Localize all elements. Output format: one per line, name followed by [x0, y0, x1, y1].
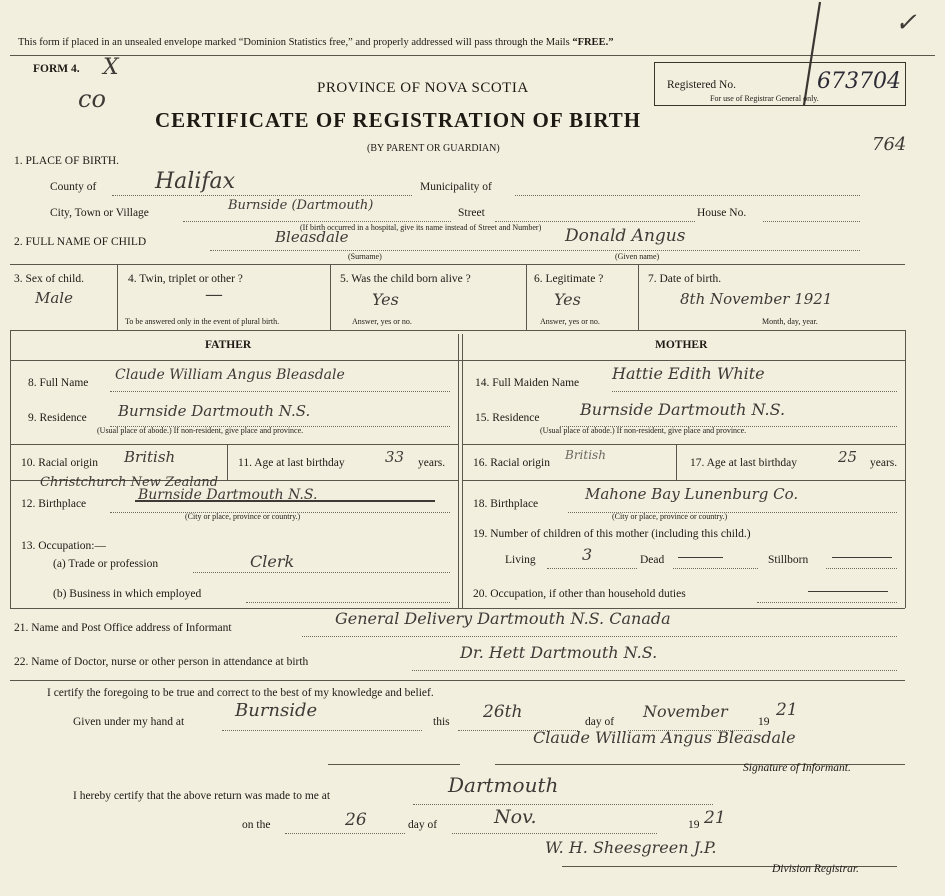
mother-occupation-label: 20. Occupation, if other than household duties — [473, 588, 686, 600]
certify-day-value: 26th — [483, 702, 523, 722]
mother-name-label: 14. Full Maiden Name — [475, 377, 580, 389]
hospital-note: (If birth occurred in a hospital, give its name instead of Street and Number) — [300, 223, 542, 232]
certify-year-value: 21 — [776, 700, 798, 720]
child-surname: Bleasdale — [275, 228, 349, 246]
living-value: 3 — [582, 545, 593, 564]
registrar-on-the: on the — [242, 819, 271, 831]
mother-birthplace-value: Mahone Bay Lunenburg Co. — [585, 485, 799, 503]
county-label: County of — [50, 181, 97, 193]
registrar-signature: W. H. Sheesgreen J.P. — [545, 838, 717, 857]
children-count-label: 19. Number of children of this mother (including this child.) — [473, 528, 751, 540]
certificate-title: CERTIFICATE OF REGISTRATION OF BIRTH — [155, 108, 642, 132]
informant-label: 21. Name and Post Office address of Informant — [14, 622, 232, 634]
given-at-value: Burnside — [235, 700, 318, 721]
trade-label: (a) Trade or profession — [53, 558, 159, 570]
father-residence-label: 9. Residence — [28, 412, 87, 424]
father-age-years: years. — [418, 457, 446, 469]
trade-value: Clerk — [250, 552, 295, 571]
certify-month-value: November — [643, 702, 728, 721]
father-birthplace-label: 12. Birthplace — [21, 498, 87, 510]
business-label: (b) Business in which employed — [53, 588, 202, 600]
father-racial-value: British — [124, 448, 176, 466]
registrar-year-prefix: 19 — [688, 819, 700, 831]
father-occupation-label: 13. Occupation:— — [21, 540, 106, 552]
divider — [328, 764, 460, 765]
mother-age-label: 17. Age at last birthday — [690, 457, 797, 469]
father-racial-label: 10. Racial origin — [21, 457, 98, 469]
father-name-label: 8. Full Name — [28, 377, 89, 389]
certify-day-label: day of — [585, 716, 615, 728]
registrar-year-value: 21 — [704, 808, 726, 828]
father-birthplace-value: Burnside Dartmouth N.S. — [138, 487, 318, 503]
father-residence-note: (Usual place of abode.) If non-resident, give place and province. — [97, 426, 304, 435]
father-name-value: Claude William Angus Bleasdale — [115, 367, 345, 383]
mother-racial-label: 16. Racial origin — [473, 457, 550, 469]
dead-label: Dead — [640, 554, 665, 566]
date-of-birth-note: Month, day, year. — [762, 317, 818, 326]
date-of-birth-value: 8th November 1921 — [680, 290, 833, 308]
sex-label: 3. Sex of child. — [14, 273, 84, 285]
province-heading: PROVINCE OF NOVA SCOTIA — [317, 80, 529, 96]
registrar-day-of: day of — [408, 819, 438, 831]
mail-notice — [18, 37, 613, 48]
surname-caption: (Surname) — [348, 252, 382, 261]
occupation-dash — [808, 591, 888, 592]
informant-signature: Claude William Angus Bleasdale — [533, 728, 796, 747]
father-age-label: 11. Age at last birthday — [238, 457, 345, 469]
given-at-label: Given under my hand at — [73, 716, 185, 728]
certify-statement: I certify the foregoing to be true and correct to the best of my knowledge and belief. — [47, 687, 434, 699]
father-residence-value: Burnside Dartmouth N.S. — [118, 402, 311, 420]
legitimate-value: Yes — [554, 290, 581, 309]
registrar-statement: I hereby certify that the above return was made to me at — [73, 790, 331, 802]
city-value: Burnside (Dartmouth) — [228, 198, 374, 213]
registrar-place-value: Dartmouth — [448, 773, 559, 797]
this-label: this — [433, 716, 450, 728]
registrar-signature-label: Division Registrar. — [772, 863, 859, 875]
mother-racial-value: British — [565, 448, 606, 462]
informant-value: General Delivery Dartmouth N.S. Canada — [335, 609, 671, 628]
registered-box — [654, 62, 906, 106]
city-label: City, Town or Village — [50, 207, 149, 219]
father-birthplace-note: (City or place, province or country.) — [185, 512, 301, 521]
legitimate-note: Answer, yes or no. — [540, 317, 600, 326]
twin-note: To be answered only in the event of plural birth. — [125, 317, 280, 326]
house-label: House No. — [697, 207, 747, 219]
certify-year-prefix: 19 — [758, 716, 770, 728]
mail-notice-free: “FREE.” — [572, 37, 614, 48]
doctor-label: 22. Name of Doctor, nurse or other person in attendance at birth — [14, 656, 309, 668]
father-age-value: 33 — [385, 448, 405, 466]
mother-residence-note: (Usual place of abode.) If non-resident, give place and province. — [540, 426, 747, 435]
registrar-day-value: 26 — [345, 810, 367, 830]
margin-note-x: X — [103, 55, 119, 80]
twin-label: 4. Twin, triplet or other ? — [128, 273, 243, 285]
registrar-use-note: For use of Registrar General only. — [710, 94, 819, 103]
street-label: Street — [458, 207, 485, 219]
mother-name-value: Hattie Edith White — [612, 364, 765, 383]
mother-age-value: 25 — [838, 448, 858, 466]
informant-signature-label: Signature of Informant. — [743, 762, 851, 774]
mail-notice-text: This form if placed in an unsealed envelope marked “Dominion Statistics free,” and properly addressed will pass through the Mails — [18, 37, 570, 48]
born-alive-label: 5. Was the child born alive ? — [340, 273, 471, 285]
father-birthplace-correction: Christchurch New Zealand — [40, 475, 219, 490]
mother-birthplace-label: 18. Birthplace — [473, 498, 539, 510]
twin-value: — — [205, 284, 223, 305]
municipality-label: Municipality of — [420, 181, 492, 193]
child-given-name: Donald Angus — [565, 226, 686, 246]
registered-number: 673704 — [817, 69, 901, 94]
mother-residence-label: 15. Residence — [475, 412, 540, 424]
form-number: FORM 4. — [33, 63, 80, 75]
born-alive-value: Yes — [372, 290, 399, 309]
dead-dash — [678, 557, 723, 558]
strikethrough — [135, 500, 435, 502]
date-of-birth-label: 7. Date of birth. — [648, 273, 722, 285]
registered-label: Registered No. — [667, 79, 736, 91]
legitimate-label: 6. Legitimate ? — [534, 273, 604, 285]
stillborn-dash — [832, 557, 892, 558]
living-label: Living — [505, 554, 536, 566]
given-name-caption: (Given name) — [615, 252, 660, 261]
mother-heading: MOTHER — [655, 339, 708, 351]
county-value: Halifax — [155, 169, 236, 194]
mother-age-years: years. — [870, 457, 898, 469]
corner-number: 764 — [872, 134, 907, 155]
mother-birthplace-note: (City or place, province or country.) — [612, 512, 728, 521]
father-heading: FATHER — [205, 339, 252, 351]
margin-note-co: co — [78, 85, 106, 113]
doctor-value: Dr. Hett Dartmouth N.S. — [460, 643, 658, 662]
mother-residence-value: Burnside Dartmouth N.S. — [580, 400, 786, 419]
place-of-birth-heading: 1. PLACE OF BIRTH. — [14, 155, 120, 167]
stillborn-label: Stillborn — [768, 554, 809, 566]
check-mark-icon: ✓ — [895, 8, 917, 38]
registrar-month-value: Nov. — [494, 806, 537, 828]
certificate-subtitle: (BY PARENT OR GUARDIAN) — [367, 143, 500, 154]
child-name-heading: 2. FULL NAME OF CHILD — [14, 236, 147, 248]
sex-value: Male — [35, 289, 73, 307]
born-alive-note: Answer, yes or no. — [352, 317, 412, 326]
